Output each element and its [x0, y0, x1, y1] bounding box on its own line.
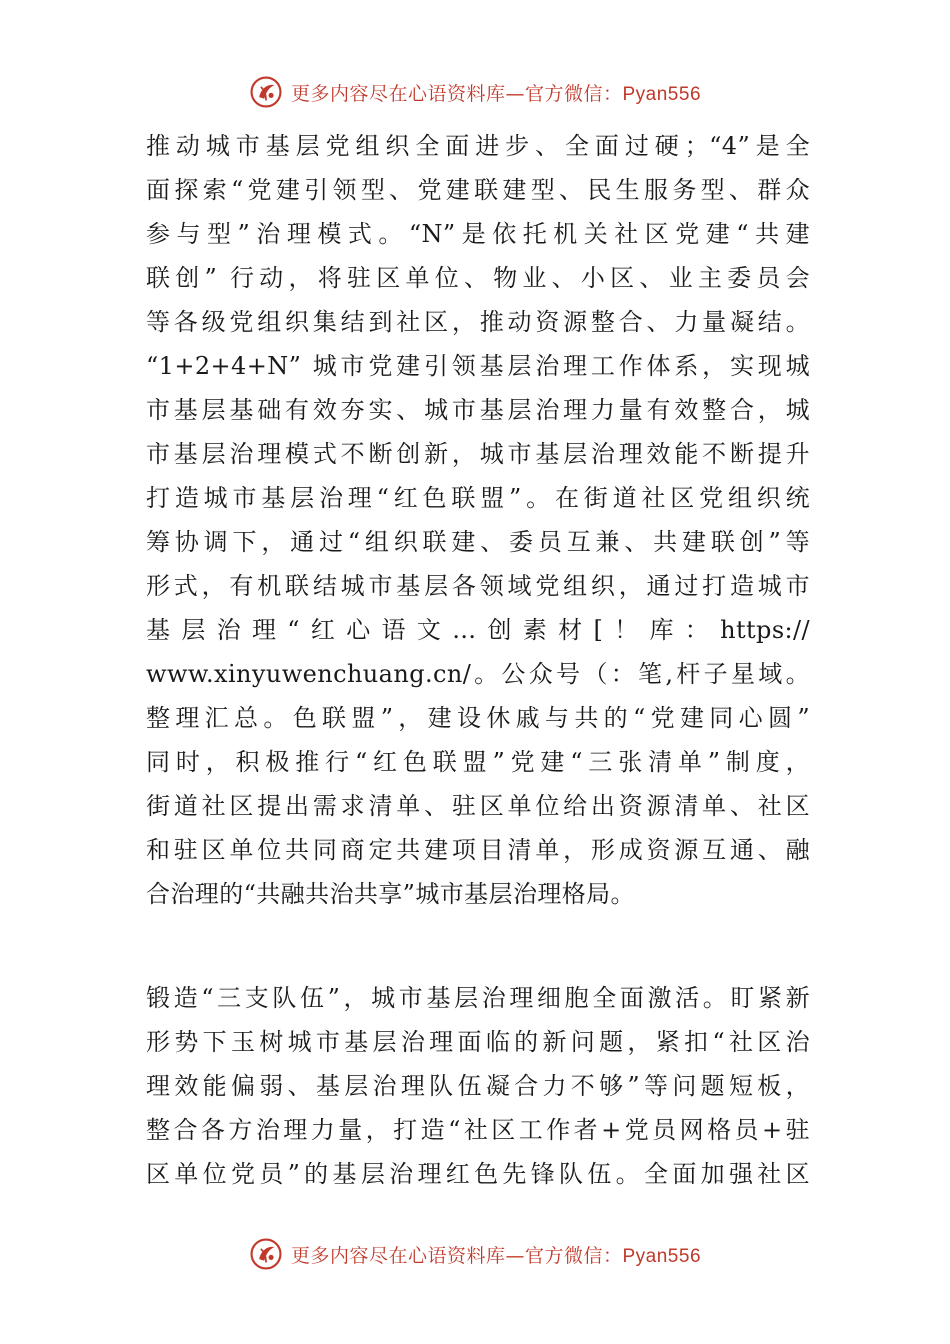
text-line: 联创” 行动，将驻区单位、物业、小区、业主委员会: [146, 264, 810, 292]
text-line: 区单位党员”的基层治理红色先锋队伍。全面加强社区: [146, 1160, 810, 1188]
text-line: 理效能偏弱、基层治理队伍凝合力不够”等问题短板，: [146, 1072, 810, 1100]
paragraph-gap: [146, 916, 810, 976]
flower-seal-icon: [249, 1237, 283, 1271]
text-line: 形势下玉树城市基层治理面临的新问题，紧扣“社区治: [146, 1028, 810, 1056]
paragraph-1: [146, 124, 810, 916]
footer-banner-text: 更多内容尽在心语资料库—官方微信：Pyan556: [290, 1244, 702, 1267]
text-line: 参与型”治理模式。“N”是依托机关社区党建“共建: [146, 220, 810, 248]
footer-banner: [0, 1232, 950, 1276]
text-line: 锻造“三支队伍”，城市基层治理细胞全面激活。盯紧新: [146, 984, 810, 1012]
text-line: 整理汇总。色联盟”，建设休戚与共的“党建同心圆”: [146, 704, 810, 732]
text-line: 合治理的“共融共治共享”城市基层治理格局。: [146, 880, 635, 908]
paragraph-2: [146, 976, 810, 1196]
text-line: 等各级党组织集结到社区，推动资源整合、力量凝结。: [146, 308, 810, 336]
text-line: 整合各方治理力量，打造“社区工作者+党员网格员+驻: [146, 1116, 810, 1144]
text-line: 打造城市基层治理“红色联盟”。在街道社区党组织统: [146, 484, 810, 512]
text-line: 推动城市基层党组织全面进步、全面过硬；“4”是全: [146, 132, 810, 160]
header-wechat-id: Pyan556: [622, 83, 702, 105]
header-banner: [0, 70, 950, 114]
text-line: 形式，有机联结城市基层各领域党组织，通过打造城市: [146, 572, 810, 600]
flower-seal-icon: [249, 75, 283, 109]
text-line: 面探索“党建引领型、党建联建型、民生服务型、群众: [146, 176, 810, 204]
text-line: “1+2+4+N” 城市党建引领基层治理工作体系，实现城: [146, 352, 810, 380]
footer-wechat-id: Pyan556: [622, 1245, 702, 1267]
document-body: [146, 124, 810, 1196]
header-banner-text: 更多内容尽在心语资料库—官方微信：Pyan556: [290, 82, 702, 105]
text-line: 同时，积极推行“红色联盟”党建“三张清单”制度，: [146, 748, 810, 776]
text-line: 基层治理“红心语文…创素材[！库：https://: [146, 616, 810, 644]
text-line: 和驻区单位共同商定共建项目清单，形成资源互通、融: [146, 836, 810, 864]
text-line: 街道社区提出需求清单、驻区单位给出资源清单、社区: [146, 792, 810, 820]
text-line: www.xinyuwenchuang.cn/。公众号（：笔,杆子星域。: [146, 660, 810, 688]
text-line: 市基层治理模式不断创新，城市基层治理效能不断提升: [146, 440, 810, 468]
text-line: 市基层基础有效夯实、城市基层治理力量有效整合，城: [146, 396, 810, 424]
text-line: 筹协调下，通过“组织联建、委员互兼、共建联创”等: [146, 528, 810, 556]
